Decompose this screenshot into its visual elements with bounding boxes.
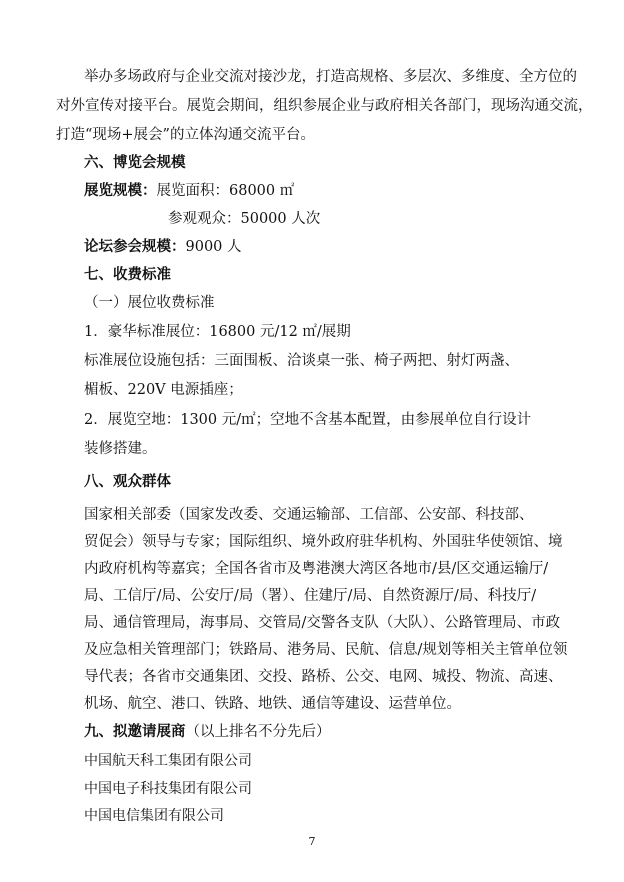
audience-line: 及应急相关管理部门；铁路局、港务局、民航、信息/规划等相关主管单位领 (84, 642, 568, 658)
section-9-heading: 九、拟邀请展商 (84, 723, 186, 740)
forum-scale-row (84, 237, 242, 257)
audience-line: 内政府机构等嘉宾；全国各省市及粤港澳大湾区各地市/县/区交通运输厅/ (84, 561, 549, 577)
page-number: 7 (308, 835, 316, 848)
exhibit-area: 展览面积：68000 ㎡ (156, 183, 295, 199)
intro-line: 对外宣传对接平台。展览会期间，组织参展企业与政府相关各部门，现场沟通交流， (56, 98, 593, 114)
fee-item-2: 2．展览空地：1300 元/㎡；空地不含基本配置，由参展单位自行设计 (84, 412, 532, 428)
fee-item-1: 1．豪华标准展位：16800 元/12 ㎡/展期 (84, 324, 351, 340)
section-9-heading-row (84, 722, 331, 742)
exhibit-scale-row (84, 181, 294, 201)
forum-scale-label: 论坛参会规模： (84, 238, 186, 255)
fee-item-2: 装修搭建。 (84, 441, 157, 457)
company-item: 中国电子科技集团有限公司 (84, 781, 252, 797)
company-item: 中国电信集团有限公司 (84, 808, 224, 824)
intro-line: 举办多场政府与企业交流对接沙龙，打造高规格、多层次、多维度、全方位的 (84, 69, 577, 85)
section-6-heading: 六、博览会规模 (84, 154, 186, 171)
audience-line: 局、工信厅/局、公安厅/局（署）、住建厅/局、自然资源厅/局、科技厅/ (84, 588, 537, 604)
audience-line: 贸促会）领导与专家；国际组织、境外政府驻华机构、外国驻华使领馆、境 (84, 534, 563, 550)
audience-line: 导代表；各省市交通集团、交投、路桥、公交、电网、城投、物流、高速、 (84, 669, 563, 685)
visitors-count: 参观观众：50000 人次 (168, 211, 321, 227)
audience-line: 机场、航空、港口、铁路、地铁、通信等建设、运营单位。 (84, 696, 461, 712)
company-item: 中国航天科工集团有限公司 (84, 753, 252, 769)
section-7-heading: 七、收费标准 (84, 266, 171, 283)
audience-line: 局、通信管理局，海事局、交管局/交警各支队（大队）、公路管理局、市政 (84, 615, 561, 631)
audience-line: 国家相关部委（国家发改委、交通运输部、工信部、公安部、科技部、 (84, 507, 534, 523)
forum-scale-value: 9000 人 (185, 239, 242, 255)
booth-fee-subheading: （一）展位收费标准 (84, 295, 215, 311)
ranking-note: （以上排名不分先后） (185, 724, 331, 740)
facilities-line: 楣板、220V 电源插座； (84, 382, 243, 398)
section-8-heading: 八、观众群体 (84, 473, 171, 490)
intro-line: 打造“现场+展会”的立体沟通交流平台。 (56, 127, 315, 143)
exhibit-scale-label: 展览规模： (84, 182, 157, 199)
facilities-line: 标准展位设施包括：三面围板、洽谈桌一张、椅子两把、射灯两盏、 (84, 353, 519, 369)
